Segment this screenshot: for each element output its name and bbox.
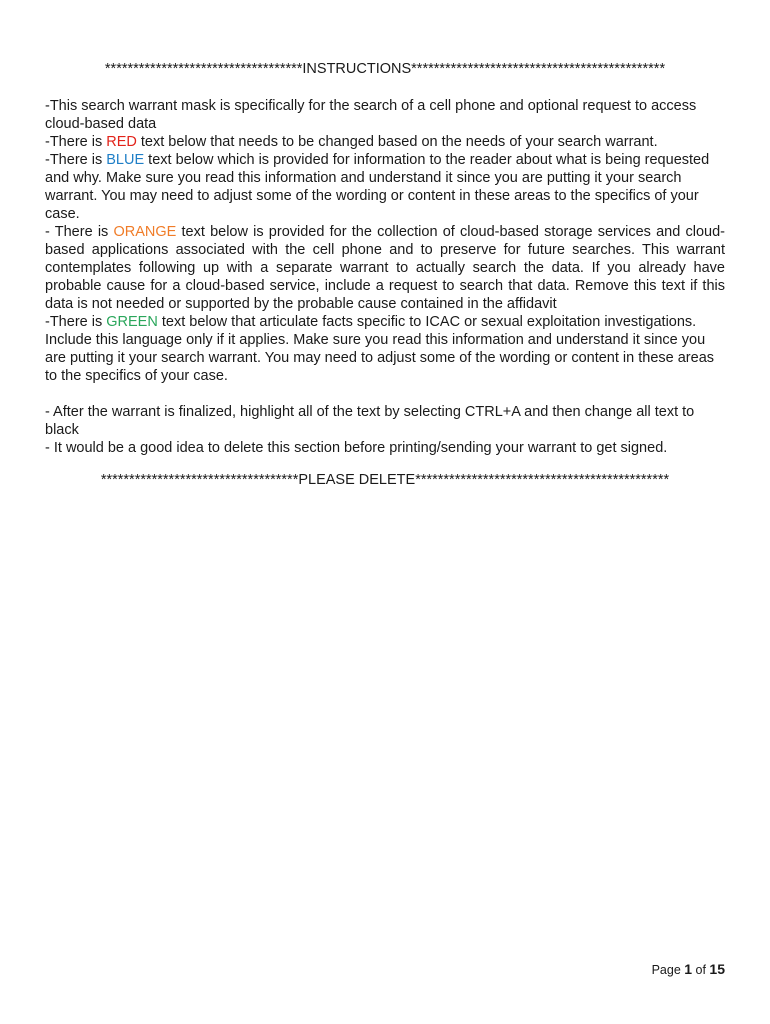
instructions-banner: ***********************************INSTRUCTIONS********************************************* (104, 61, 666, 77)
instruction-text: text below which is provided for information to the reader about what is being requested and why. Make sure you read this information and understand it since you are putting it your search warrant. You may need to adjust some of the wording or content in these areas to the specifics of your case. (45, 152, 710, 222)
page-label: Page (651, 963, 685, 977)
instruction-text: -There is (45, 134, 107, 150)
paragraph-spacer (45, 385, 725, 403)
please-delete-banner: ***********************************PLEASE DELETE********************************************* (100, 472, 670, 488)
page-number-footer (652, 961, 725, 977)
instruction-paragraph-orange (45, 223, 725, 313)
instruction-text: text below that articulate facts specific to ICAC or sexual exploitation investigations. Include this language only if it applies. Make sure you read this information and understand it since you are putting it your search warrant. You may need to adjust some of the wording or content in these areas to the specifics of your case. (45, 314, 715, 384)
of-label: of (692, 963, 710, 977)
instruction-paragraph-scope: -This search warrant mask is specifically for the search of a cell phone and optional request to access cloud-based data (45, 98, 697, 132)
instruction-paragraph-delete: - It would be a good idea to delete this section before printing/sending your warrant to get signed. (45, 440, 668, 456)
instruction-text: text below is provided for the collection of cloud-based storage services and cloud-based applications associated with the cell phone and to preserve for future searches. This warrant contemplates following up with a separate warrant to actually search the data. If you already have probable cause for a cloud-based service, include a request to search that data. Remove this text if this data is not needed or supported by the probable cause contained in the affidavit (45, 224, 725, 312)
red-color-word: RED (106, 134, 137, 150)
instruction-text: - There is (45, 224, 114, 240)
instruction-paragraph-green (45, 313, 725, 385)
instruction-text: text below that needs to be changed based on the needs of your search warrant. (136, 134, 658, 150)
instruction-paragraph-blue (45, 151, 725, 223)
green-color-word: GREEN (106, 314, 158, 330)
instruction-text: -There is (45, 314, 107, 330)
orange-color-word: ORANGE (113, 224, 177, 240)
instruction-paragraph-finalize: - After the warrant is finalized, highlight all of the text by selecting CTRL+A and then change all text to black (45, 404, 695, 438)
total-page-count: 15 (709, 961, 725, 977)
instruction-paragraph-red (45, 133, 725, 151)
instruction-text: -There is (45, 152, 107, 168)
blue-color-word: BLUE (106, 152, 145, 168)
current-page-number: 1 (684, 961, 693, 977)
instructions-body (45, 97, 725, 457)
